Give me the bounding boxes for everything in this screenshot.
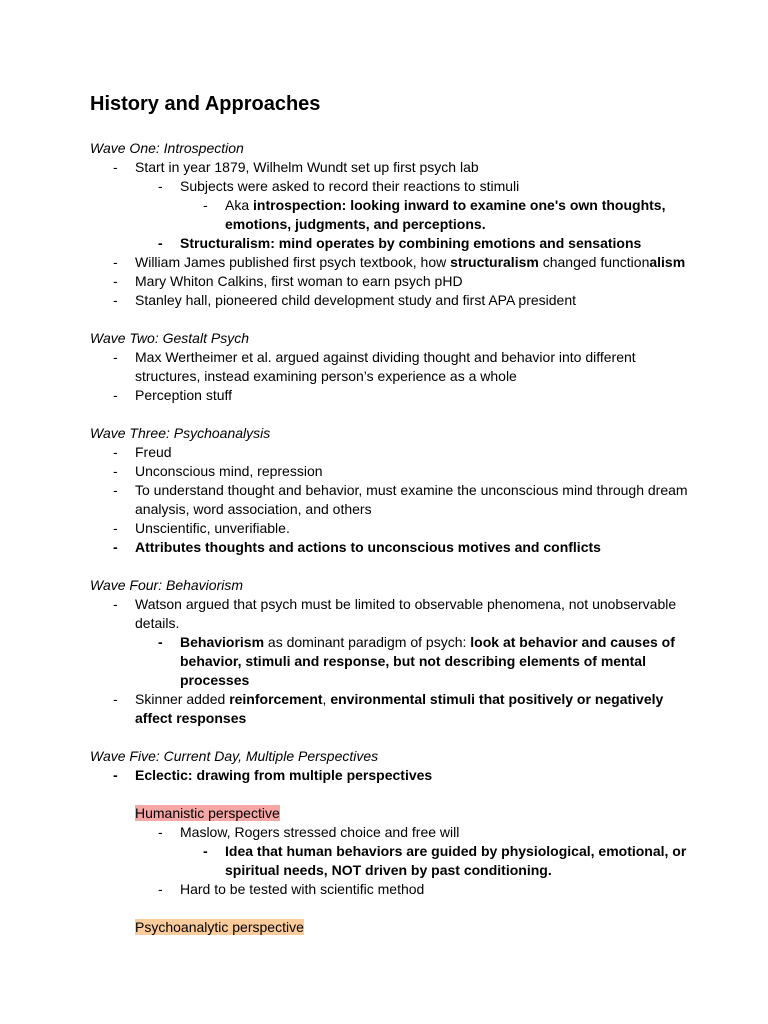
list-item	[90, 880, 690, 899]
dash-bullet-icon: -	[113, 539, 118, 555]
dash-bullet-icon: -	[203, 843, 208, 859]
dash-bullet-icon: -	[113, 292, 118, 308]
dash-bullet-icon: -	[113, 767, 118, 783]
bold-text: Idea that human behaviors are guided by physiological, emotional, or spiritual needs, NOT driven by past conditioning.	[225, 843, 687, 878]
list-item	[90, 690, 690, 728]
list-item	[90, 177, 690, 196]
blank-line	[90, 557, 690, 576]
dash-bullet-icon: -	[113, 349, 118, 365]
list-item	[90, 538, 690, 557]
list-item	[90, 234, 690, 253]
blank-line	[90, 899, 690, 918]
document-page	[90, 90, 690, 937]
bold-text: structuralism	[450, 254, 539, 270]
text: Aka	[225, 197, 254, 213]
text: Stanley hall, pioneered child development study and first APA president	[135, 292, 577, 308]
bold-text: introspection: looking inward to examine one's own thoughts, emotions, judgments, and perceptions.	[225, 197, 666, 232]
dash-bullet-icon: -	[113, 444, 118, 460]
bold-text: Attributes thoughts and actions to unconscious motives and conflicts	[135, 539, 601, 555]
text: Watson argued that psych must be limited to observable phenomena, not unobservable details.	[135, 596, 677, 631]
text: changed function	[538, 254, 650, 270]
section-heading: Wave Two: Gestalt Psych	[90, 330, 249, 346]
section-heading: Wave Three: Psychoanalysis	[90, 425, 271, 441]
list-item	[90, 842, 690, 880]
list-item	[90, 766, 690, 785]
dash-bullet-icon: -	[158, 881, 163, 897]
section-heading: Wave Four: Behaviorism	[90, 577, 244, 593]
bold-text: look at behavior and causes of behavior, stimuli and response, but not describing elements of mental processes	[180, 634, 675, 688]
list-item	[90, 595, 690, 633]
list-item	[90, 633, 690, 690]
subsection-label	[90, 804, 690, 823]
bold-text: Structuralism: mind operates by combining emotions and sensations	[180, 235, 642, 251]
document-body	[90, 139, 690, 937]
text: Subjects were asked to record their reactions to stimuli	[180, 178, 520, 194]
dash-bullet-icon: -	[158, 824, 163, 840]
dash-bullet-icon: -	[113, 159, 118, 175]
blank-line	[90, 785, 690, 804]
dash-bullet-icon: -	[113, 691, 118, 707]
list-item	[90, 823, 690, 842]
list-item	[90, 196, 690, 234]
dash-bullet-icon: -	[203, 197, 208, 213]
dash-bullet-icon: -	[113, 482, 118, 498]
bold-text: environmental stimuli that positively or negatively affect responses	[135, 691, 664, 726]
text: ,	[322, 691, 331, 707]
bold-text: Eclectic: drawing from multiple perspectives	[135, 767, 433, 783]
text: Start in year 1879, Wilhelm Wundt set up first psych lab	[135, 159, 479, 175]
section-heading: Wave One: Introspection	[90, 140, 244, 156]
section-heading: Wave Five: Current Day, Multiple Perspectives	[90, 748, 379, 764]
dash-bullet-icon: -	[158, 235, 163, 251]
list-item	[90, 462, 690, 481]
list-item	[90, 348, 690, 386]
bold-text: reinforcement	[229, 691, 323, 707]
dash-bullet-icon: -	[113, 520, 118, 536]
dash-bullet-icon: -	[158, 634, 163, 650]
subsection-label	[90, 918, 690, 937]
dash-bullet-icon: -	[113, 596, 118, 612]
text: Maslow, Rogers stressed choice and free will	[180, 824, 460, 840]
text: Unconscious mind, repression	[135, 463, 323, 479]
dash-bullet-icon: -	[113, 463, 118, 479]
blank-line	[90, 310, 690, 329]
text: Skinner added	[135, 691, 230, 707]
page-title: History and Approaches	[90, 93, 321, 115]
blank-line	[90, 728, 690, 747]
bold-text: Behaviorism	[180, 634, 265, 650]
bold-text: alism	[649, 254, 686, 270]
list-item	[90, 253, 690, 272]
dash-bullet-icon: -	[113, 273, 118, 289]
text: Mary Whiton Calkins, first woman to earn psych pHD	[135, 273, 463, 289]
highlighted-label: Psychoanalytic perspective	[135, 919, 304, 935]
dash-bullet-icon: -	[113, 254, 118, 270]
blank-line	[90, 405, 690, 424]
text: Freud	[135, 444, 172, 460]
list-item	[90, 272, 690, 291]
list-item	[90, 481, 690, 519]
text: as dominant paradigm of psych:	[264, 634, 471, 650]
text: Unscientific, unverifiable.	[135, 520, 290, 536]
highlighted-label: Humanistic perspective	[135, 805, 280, 821]
dash-bullet-icon: -	[158, 178, 163, 194]
dash-bullet-icon: -	[113, 387, 118, 403]
text: Perception stuff	[135, 387, 233, 403]
list-item	[90, 291, 690, 310]
text: Hard to be tested with scientific method	[180, 881, 425, 897]
list-item	[90, 443, 690, 462]
text: Max Wertheimer et al. argued against dividing thought and behavior into different structures, instead examining person’s experience as a whole	[135, 349, 636, 384]
list-item	[90, 519, 690, 538]
list-item	[90, 158, 690, 177]
text: To understand thought and behavior, must examine the unconscious mind through dream analysis, word association, and others	[135, 482, 688, 517]
text: William James published first psych textbook, how	[135, 254, 451, 270]
list-item	[90, 386, 690, 405]
